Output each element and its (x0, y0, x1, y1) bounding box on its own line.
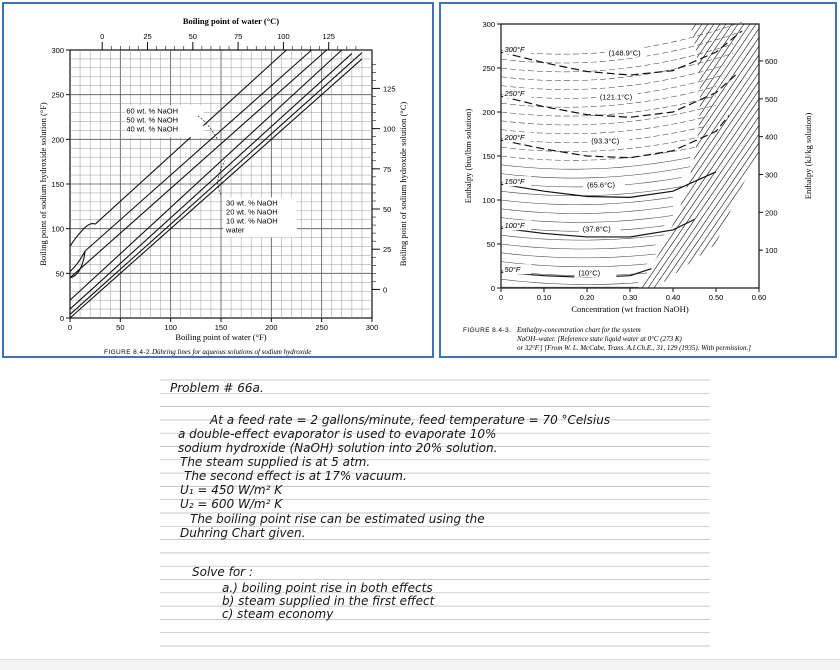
legend-lower-entry: 20 wt. % NaOH (226, 207, 278, 217)
hatch-line (750, 24, 840, 288)
problem-line: The second effect is at 17% vacuum. (184, 469, 407, 483)
right-tick-label: 75 (383, 164, 392, 174)
x-tick-label: 0 (498, 293, 504, 302)
problem-line: The boiling point rise can be estimated using the (190, 512, 485, 526)
solve-item: c) steam economy (222, 607, 334, 621)
problem-title: Problem # 66a. (170, 381, 264, 395)
problem-line: At a feed rate = 2 gallons/minute, feed temperature = 70 °Celsius (210, 413, 611, 427)
bottom-strip (0, 659, 840, 670)
problem-line: Duhring Chart given. (180, 526, 306, 540)
top-tick-label: 100 (277, 32, 290, 41)
x-tick-label: 300 (365, 323, 379, 332)
x-tick-label: 200 (265, 323, 278, 332)
y-tick-label: 50 (55, 269, 64, 279)
y-tick-label: 150 (482, 152, 495, 161)
isotherm-label-f: 200°F (504, 133, 525, 143)
x-axis-title: Concentration (wt fraction NaOH) (571, 304, 689, 314)
x-tick-label: 0 (67, 323, 73, 332)
right-tick-label: 100 (383, 124, 396, 134)
y-tick-label: 0 (490, 284, 495, 293)
y-tick-label: 50 (486, 240, 495, 249)
y-tick-label: 250 (482, 64, 495, 73)
isotherm-label-c: (121.1°C) (599, 92, 633, 102)
isotherm-label-f: 300°F (504, 45, 525, 55)
enthalpy-chart (441, 4, 835, 356)
x-tick-label: 0.30 (622, 293, 638, 302)
right-tick-label: 100 (765, 246, 778, 256)
y-tick-label: 200 (51, 135, 64, 145)
caption-number: FIGURE 8.4-2. (104, 349, 153, 356)
x-tick-label: 0.10 (536, 293, 552, 302)
y-axis-title-right: Boiling point of sodium hydroxide solution (°C) (398, 101, 408, 267)
caption-number: FIGURE 8.4-3. (463, 327, 512, 334)
hatch-line (786, 24, 840, 288)
x-tick-label: 150 (214, 323, 228, 332)
right-tick-label: 50 (383, 205, 392, 215)
isotherm-label-f: 50°F (504, 265, 521, 275)
isotherm-label-c: (148.9°C) (608, 48, 641, 58)
y-tick-label: 300 (482, 20, 495, 29)
top-tick-label: 75 (233, 32, 243, 41)
caption-text-line: or 32°F.] [From W. L. McCabe, Trans. A.I.Ch.E., 31, 129 (1935). With permission.] (517, 344, 752, 352)
right-tick-label: 400 (765, 132, 778, 142)
top-tick-label: 125 (322, 32, 335, 41)
lined-notebook-paper (160, 368, 710, 664)
caption-text: Dühring lines for aqueous solutions of sodium hydroxide (152, 348, 312, 356)
x-tick-label: 0.50 (708, 293, 724, 302)
legend-lower-entry: water (226, 225, 245, 235)
right-tick-label: 25 (383, 245, 392, 255)
y-tick-label: 250 (51, 90, 64, 100)
legend-lower-entry: 30 wt. % NaOH (226, 198, 278, 208)
legend-upper-entry: 60 wt. % NaOH (126, 106, 179, 116)
solve-item: a.) boiling point rise in both effects (222, 581, 433, 595)
y-tick-label: 300 (51, 46, 64, 55)
y-tick-label: 100 (51, 224, 64, 234)
caption-text-line: Enthalpy-concentration chart for the system (517, 326, 641, 334)
legend-upper-entry: 40 wt. % NaOH (126, 124, 179, 134)
right-tick-label: 600 (765, 57, 778, 67)
top-tick-label: 0 (100, 32, 105, 41)
legend-upper-entry: 50 wt. % NaOH (126, 115, 179, 125)
problem-notes (160, 368, 710, 664)
chart-title: Boiling point of water (°C) (182, 16, 280, 26)
problem-line: U₂ = 600 W/m² K (180, 497, 283, 511)
solve-title: Solve for : (192, 565, 253, 579)
isotherm-label-c: (37.8°C) (582, 224, 611, 234)
right-tick-label: 500 (765, 94, 778, 104)
y-tick-label: 150 (51, 180, 64, 189)
problem-line: The steam supplied is at 5 atm. (180, 455, 371, 469)
y-axis-title-right: Enthalpy (kJ/kg solution) (803, 112, 813, 200)
isotherm-label-f: 150°F (504, 177, 525, 187)
y-tick-label: 100 (482, 196, 495, 205)
x-tick-label: 0.40 (665, 293, 681, 302)
enthalpy-chart-panel (439, 2, 837, 358)
solve-item: b) steam supplied in the first effect (222, 594, 435, 608)
right-tick-label: 125 (383, 84, 396, 94)
right-tick-label: 0 (383, 285, 388, 295)
problem-line: sodium hydroxide (NaOH) solution into 20% solution. (178, 441, 498, 455)
right-tick-label: 300 (765, 170, 778, 180)
x-tick-label: 0.60 (751, 293, 767, 302)
problem-line: a double-effect evaporator is used to evaporate 10% (178, 427, 497, 441)
duhring-chart (4, 4, 432, 356)
y-axis-title: Boiling point of sodium hydroxide solution (°F) (38, 102, 48, 266)
top-tick-label: 50 (188, 32, 197, 41)
x-tick-label: 0.20 (579, 293, 595, 302)
y-axis-title: Enthalpy (btu/lbm solution) (463, 108, 473, 204)
caption-text-line: NaOH–water. [Reference state liquid water at 0°C (273 K) (517, 335, 682, 343)
caption-text (516, 326, 751, 352)
x-tick-label: 100 (164, 323, 177, 332)
isotherm-label-c: (93.3°C) (591, 136, 620, 146)
problem-line: U₁ = 450 W/m² K (180, 483, 283, 497)
right-tick-label: 200 (765, 208, 778, 218)
isotherm-label-f: 100°F (504, 221, 525, 231)
x-axis-title: Boiling point of water (°F) (175, 332, 267, 342)
isotherm-label-f: 250°F (504, 89, 525, 99)
top-tick-label: 25 (143, 32, 152, 41)
hatch-line (792, 24, 840, 288)
duhring-chart-panel (2, 2, 434, 358)
isotherm-label-c: (10°C) (578, 268, 601, 278)
legend-lower-entry: 10 wt. % NaOH (226, 216, 278, 226)
x-tick-label: 250 (315, 323, 328, 332)
y-tick-label: 200 (482, 108, 495, 117)
isotherm-label-c: (65.6°C) (587, 180, 616, 190)
x-tick-label: 50 (116, 323, 125, 332)
y-tick-label: 0 (59, 314, 64, 323)
